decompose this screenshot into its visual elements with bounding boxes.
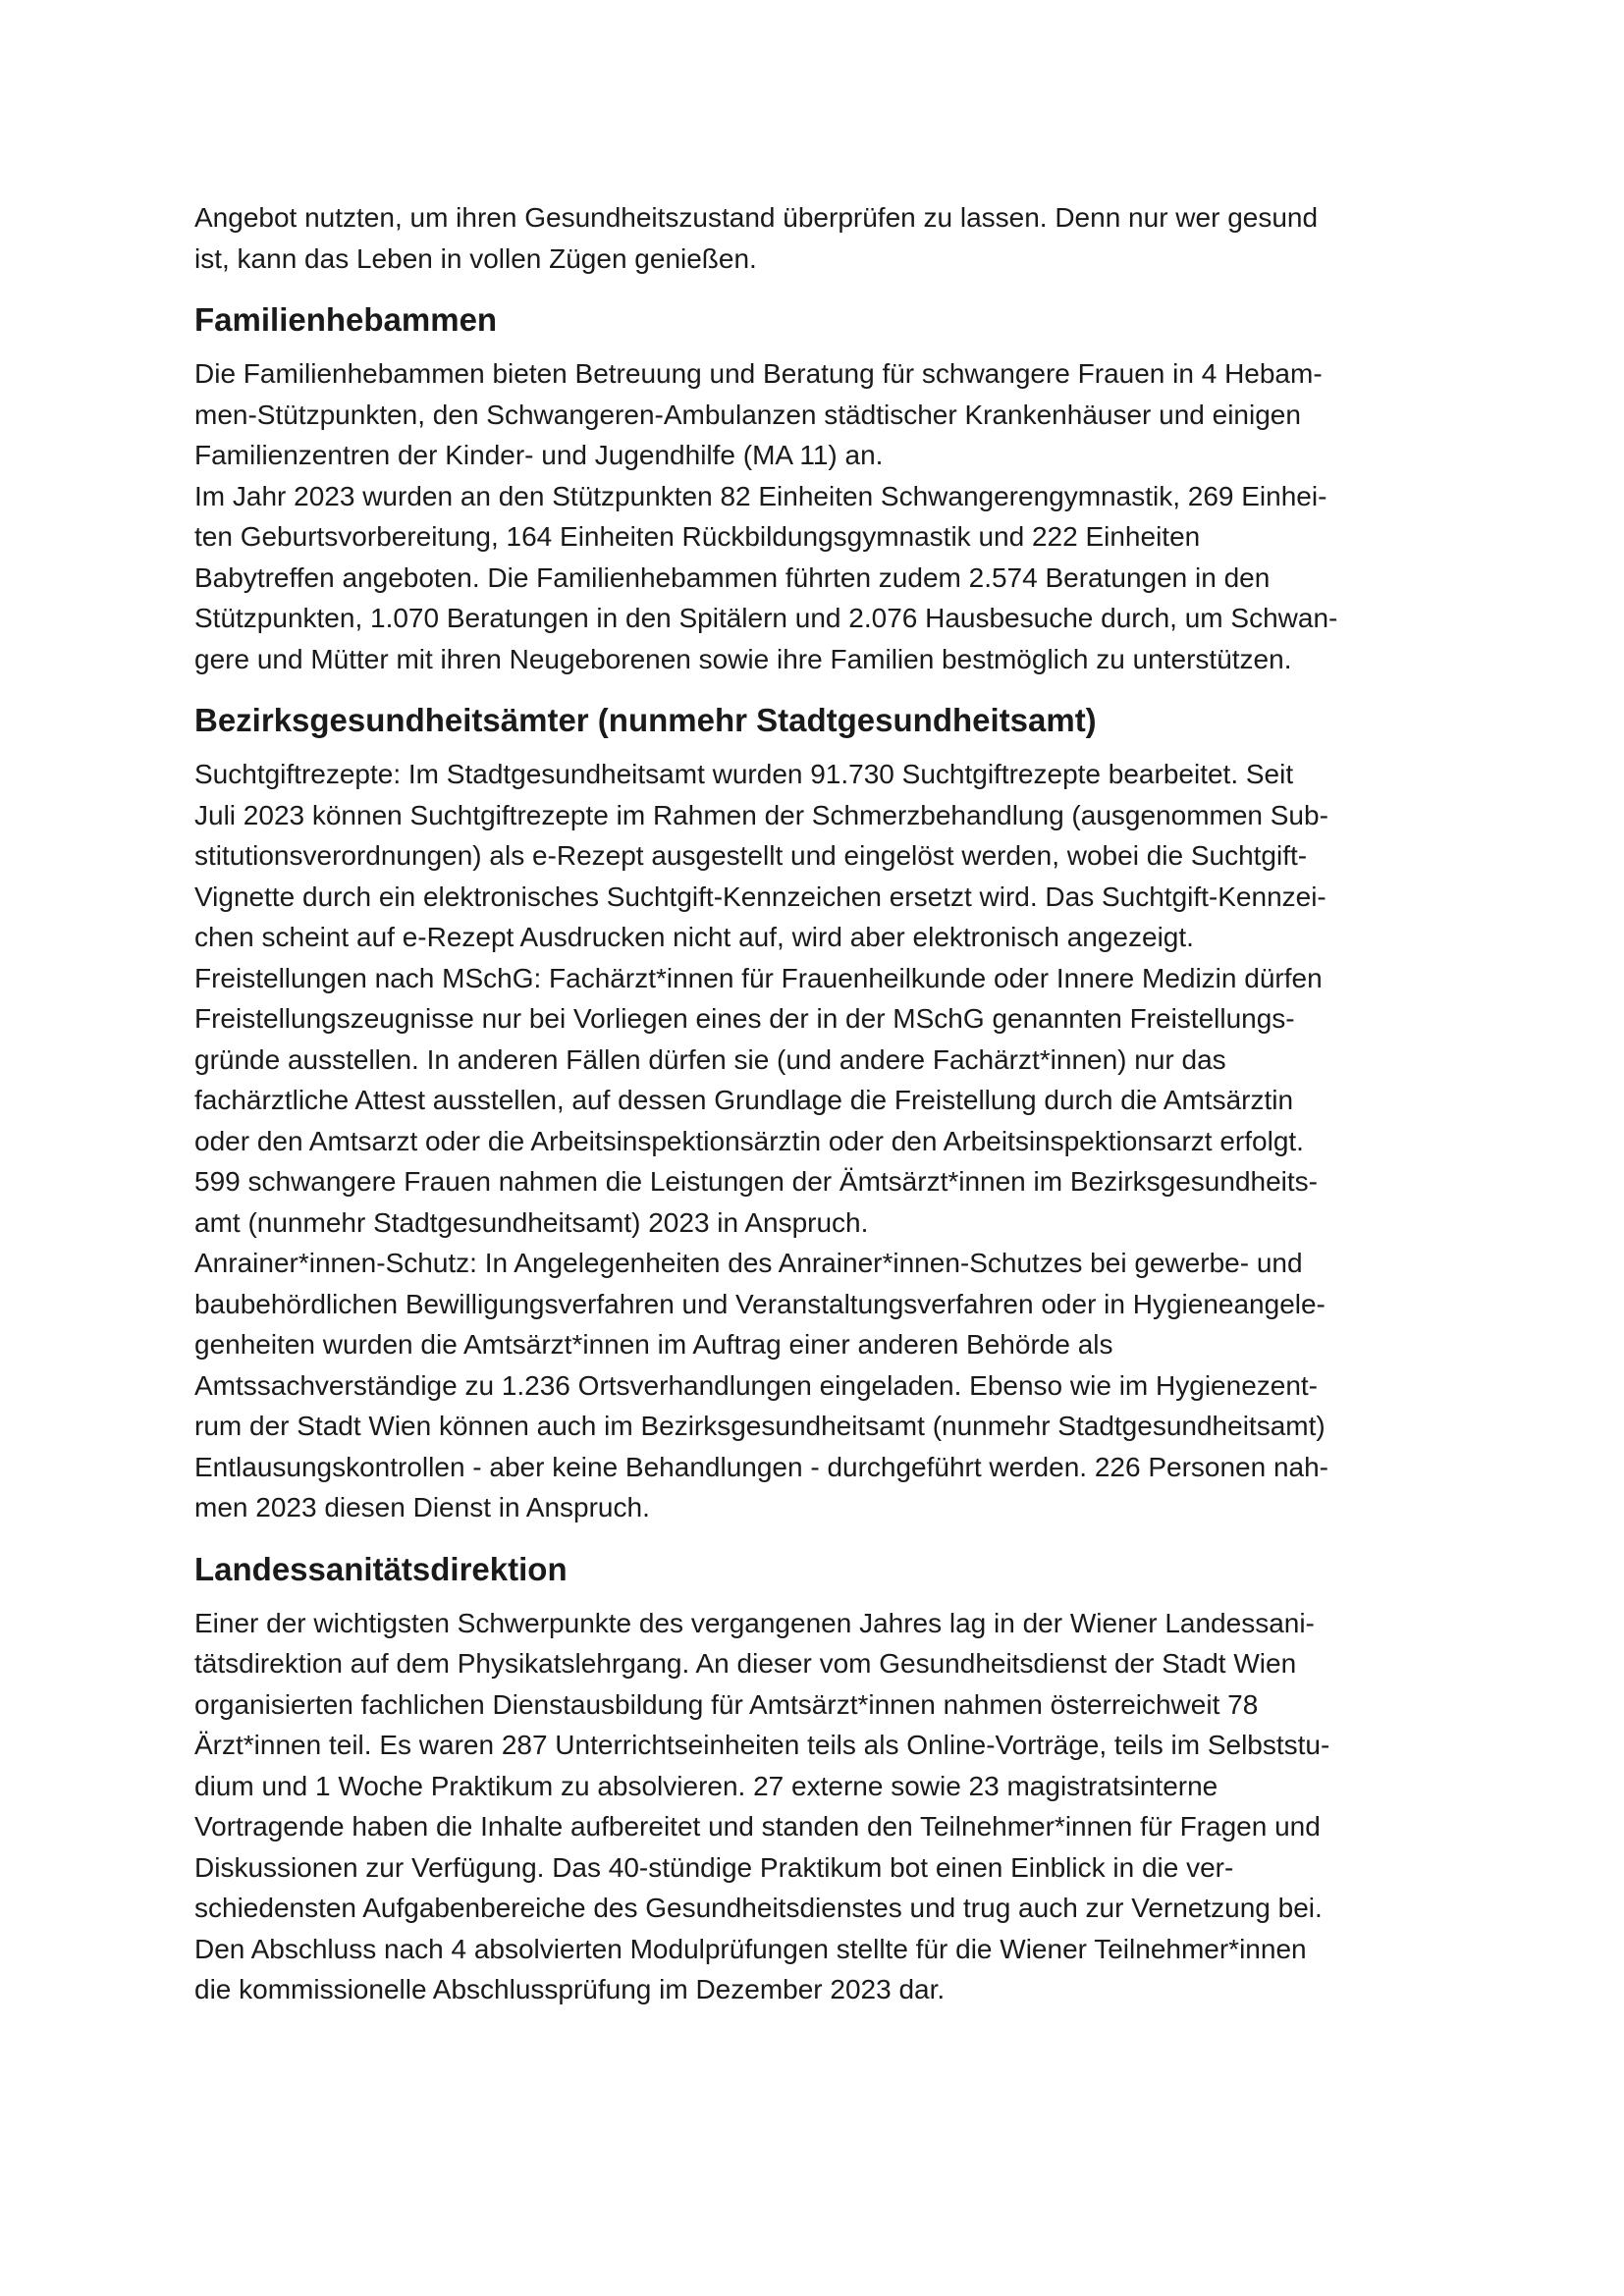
text-line: Amtssachverständige zu 1.236 Ortsverhandlungen eingeladen. Ebenso wie im Hygienezent- [194,1369,1319,1401]
text-line: dium und 1 Woche Praktikum zu absolvieren. 27 externe sowie 23 magistratsinterne [194,1770,1218,1801]
text-line: Die Familienhebammen bieten Betreuung und Beratung für schwangere Frauen in 4 Hebam- [194,358,1323,389]
text-line: rum der Stadt Wien können auch im Bezirksgesundheitsamt (nunmehr Stadtgesundheitsamt) [194,1411,1326,1441]
text-line: Den Abschluss nach 4 absolvierten Modulprüfungen stellte für die Wiener Teilnehmer*innen [194,1933,1307,1964]
text-line: Ärzt*innen teil. Es waren 287 Unterrichtseinheiten teils als Online-Vorträge, teils im Selbststu- [194,1730,1330,1760]
text-line: schiedensten Aufgabenbereiche des Gesundheitsdienstes und trug auch zur Vernetzung bei. [194,1893,1323,1923]
text-line: amt (nunmehr Stadtgesundheitsamt) 2023 in Anspruch. [194,1206,869,1238]
document-page [194,197,1439,2010]
section-heading: Familienhebammen [194,301,498,338]
text-line: die kommissionelle Abschlussprüfung im Dezember 2023 dar. [194,1974,946,2004]
section-paragraph [194,754,1439,1528]
section-paragraph [194,353,1439,679]
section-bezirksgesundheitsaemter [194,701,1439,1528]
text-line: fachärztliche Attest ausstellen, auf dessen Grundlage die Freistellung durch die Amtsärztin [194,1085,1294,1115]
text-line: Babytreffen angeboten. Die Familienhebammen führten zudem 2.574 Beratungen in den [194,561,1271,593]
text-line: Entlausungskontrollen - aber keine Behandlungen - durchgeführt werden. 226 Personen nah- [194,1451,1328,1482]
text-line: ten Geburtsvorbereitung, 164 Einheiten Rückbildungsgymnastik und 222 Einheiten [194,521,1201,552]
text-line: Vignette durch ein elektronisches Suchtgift-Kennzeichen ersetzt wird. Das Suchtgift-Kennzei- [194,881,1326,912]
text-line: ist, kann das Leben in vollen Zügen genießen. [194,242,757,274]
section-familienhebammen [194,300,1439,679]
text-line: chen scheint auf e-Rezept Ausdrucken nicht auf, wird aber elektronisch angezeigt. [194,922,1194,952]
text-line: Einer der wichtigsten Schwerpunkte des vergangenen Jahres lag in der Wiener Landessani- [194,1607,1315,1638]
section-paragraph [194,1603,1439,2010]
section-landessanitaetsdirektion [194,1550,1439,2010]
text-line: baubehördlichen Bewilligungsverfahren und Veranstaltungsverfahren oder in Hygieneangele- [194,1288,1326,1319]
text-line: Familienzentren der Kinder- und Jugendhilfe (MA 11) an. [194,440,884,470]
text-line: Freistellungen nach MSchG: Fachärzt*innen für Frauenheilkunde oder Innere Medizin dürfen [194,962,1323,993]
text-line: Anrainer*innen-Schutz: In Angelegenheiten des Anrainer*innen-Schutzes bei gewerbe- und [194,1248,1303,1278]
text-line: Angebot nutzten, um ihren Gesundheitszustand überprüfen zu lassen. Denn nur wer gesund [194,202,1319,233]
text-line: Im Jahr 2023 wurden an den Stützpunkten 82 Einheiten Schwangerengymnastik, 269 Einhei- [194,480,1327,511]
text-line: oder den Amtsarzt oder die Arbeitsinspektionsärztin oder den Arbeitsinspektionsarzt erfolgt. [194,1125,1304,1156]
intro-paragraph [194,197,1439,279]
text-line: gründe ausstellen. In anderen Fällen dürfen sie (und andere Fachärzt*innen) nur das [194,1043,1226,1075]
text-line: Juli 2023 können Suchtgiftrezepte im Rahmen der Schmerzbehandlung (ausgenommen Sub- [194,799,1328,830]
text-line: 599 schwangere Frauen nahmen die Leistungen der Ämtsärzt*innen im Bezirksgesundheits- [194,1166,1318,1197]
text-line: genheiten wurden die Amtsärzt*innen im Auftrag einer anderen Behörde als [194,1329,1113,1360]
text-line: organisierten fachlichen Dienstausbildung für Amtsärzt*innen nahmen österreichweit 78 [194,1688,1259,1720]
text-line: Stützpunkten, 1.070 Beratungen in den Spitälern und 2.076 Hausbesuche durch, um Schwan- [194,603,1338,633]
section-heading: Landessanitätsdirektion [194,1550,568,1587]
text-line: Diskussionen zur Verfügung. Das 40-stündige Praktikum bot einen Einblick in die ver- [194,1851,1234,1883]
text-line: men-Stützpunkten, den Schwangeren-Ambulanzen städtischer Krankenhäuser und einigen [194,399,1301,430]
text-line: tätsdirektion auf dem Physikatslehrgang. An dieser vom Gesundheitsdienst der Stadt Wien [194,1648,1297,1679]
text-line: Vortragende haben die Inhalte aufbereitet und standen den Teilnehmer*innen für Fragen und [194,1811,1321,1842]
section-heading: Bezirksgesundheitsämter (nunmehr Stadtgesundheitsamt) [194,702,1097,738]
text-line: Suchtgiftrezepte: Im Stadtgesundheitsamt wurden 91.730 Suchtgiftrezepte bearbeitet. Seit [194,759,1294,789]
text-line: Freistellungszeugnisse nur bei Vorliegen eines der in der MSchG genannten Freistellungs- [194,1003,1295,1034]
text-line: stitutionsverordnungen) als e-Rezept ausgestellt und eingelöst werden, wobei die Suchtgift- [194,840,1308,871]
text-line: men 2023 diesen Dienst in Anspruch. [194,1492,650,1522]
text-line: gere und Mütter mit ihren Neugeborenen sowie ihre Familien bestmöglich zu unterstützen. [194,643,1292,674]
